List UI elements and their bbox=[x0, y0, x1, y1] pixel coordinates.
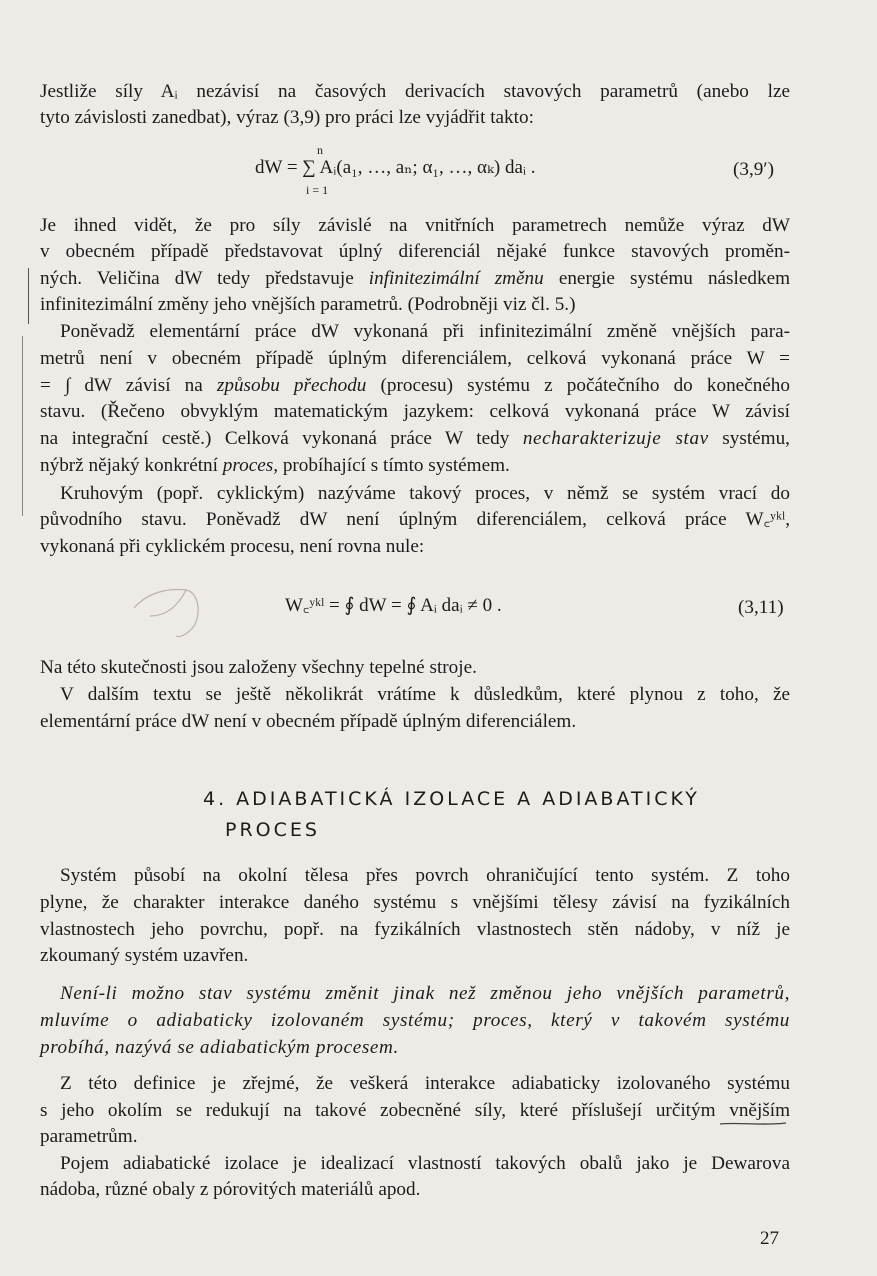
emphasis: proces, bbox=[222, 455, 279, 476]
page-number: 27 bbox=[760, 1228, 779, 1249]
text-line: = ∫ dW závisí na způsobu přechodu (procesu) systému z počátečního do konečného bbox=[40, 375, 790, 396]
text-line: původního stavu. Poněvadž dW není úplným diferenciálem, celková práce W꜀ʸᵏˡ, bbox=[40, 509, 790, 530]
definition-line: Není-li možno stav systému změnit jinak než změnou jeho vnějších parametrů, bbox=[60, 983, 790, 1004]
text-line: nýbrž nějaký konkrétní proces, probíhající s tímto systémem. bbox=[40, 455, 510, 476]
text-line: nádoba, různé obaly z pórovitých materiálů apod. bbox=[40, 1179, 421, 1200]
margin-mark bbox=[28, 268, 29, 324]
text-line: Z této definice je zřejmé, že veškerá interakce adiabaticky izolovaného systému bbox=[60, 1073, 790, 1094]
text-line: V dalším textu se ještě několikrát vrátíme k důsledkům, které plynou z toho, že bbox=[60, 684, 790, 705]
text-line: vykonaná při cyklickém procesu, není rovna nule: bbox=[40, 536, 425, 557]
equation-3-9-prime: dW = ∑ Aᵢ(a₁, …, aₙ; α₁, …, αₖ) daᵢ . bbox=[255, 157, 536, 178]
equation-3-11: W꜀ʸᵏˡ = ∮ dW = ∮ Aᵢ daᵢ ≠ 0 . bbox=[285, 595, 502, 616]
text-line: stavu. (Řečeno obvyklým matematickým jazykem: celková vykonaná práce W závisí bbox=[40, 401, 790, 422]
text-line: Jestliže síly Aᵢ nezávisí na časových derivacích stavových parametrů (anebo lze bbox=[40, 81, 790, 102]
text-line: infinitezimální změny jeho vnějších parametrů. (Podrobněji viz čl. 5.) bbox=[40, 294, 576, 315]
text-line: ných. Veličina dW tedy představuje infinitezimální změnu energie systému následkem bbox=[40, 268, 791, 289]
text-line: na integrační cestě.) Celková vykonaná práce W tedy necharakterizuje stav systému, bbox=[40, 428, 790, 449]
emphasis: způsobu přechodu bbox=[216, 375, 367, 396]
emphasis: necharakterizuje stav bbox=[522, 428, 709, 449]
equation-number: (3,11) bbox=[738, 597, 784, 618]
text-line: tyto závislosti zanedbat), výraz (3,9) pro práci lze vyjádřit takto: bbox=[40, 107, 534, 128]
section-heading: 4. ADIABATICKÁ IZOLACE A ADIABATICKÝ PROCES bbox=[203, 788, 700, 841]
text-line: Je ihned vidět, že pro síly závislé na vnitřních parametrech nemůže výraz dW bbox=[40, 215, 790, 236]
text-line: parametrům. bbox=[40, 1126, 138, 1147]
text-line: Poněvadž elementární práce dW vykonaná při infinitezimální změně vnějších para- bbox=[60, 321, 790, 342]
margin-sketch bbox=[128, 582, 228, 642]
text-line: plyne, že charakter interakce daného systému s vnějšími tělesy závisí na fyzikálních bbox=[40, 892, 790, 913]
text-line: vlastnostech jeho povrchu, popř. na fyzikálních vlastnostech stěn nádoby, v níž je bbox=[40, 919, 790, 940]
text-line: Kruhovým (popř. cyklickým) nazýváme takový proces, v němž se systém vrací do bbox=[60, 483, 790, 504]
text-line: Systém působí na okolní tělesa přes povrch ohraničující tento systém. Z toho bbox=[60, 865, 790, 886]
text-line: zkoumaný systém uzavřen. bbox=[40, 945, 249, 966]
emphasis: infinitezimální změnu bbox=[368, 268, 544, 289]
text-line: elementární práce dW není v obecném případě úplným diferenciálem. bbox=[40, 711, 577, 732]
sum-lower-limit: i = 1 bbox=[306, 183, 329, 197]
sum-upper-limit: n bbox=[317, 143, 323, 157]
text-line: Pojem adiabatické izolace je idealizací vlastností takových obalů jako je Dewarova bbox=[60, 1153, 790, 1174]
text-line: s jeho okolím se redukují na takové zobecněné síly, které příslušejí určitým vnějším bbox=[40, 1100, 790, 1121]
equation-number: (3,9′) bbox=[733, 159, 774, 180]
text-line: metrů není v obecném případě úplným diferenciálem, celková vykonaná práce W = bbox=[40, 348, 790, 369]
definition-line: probíhá, nazývá se adiabatickým procesem. bbox=[40, 1037, 399, 1058]
text-line: Na této skutečnosti jsou založeny všechny tepelné stroje. bbox=[40, 657, 477, 678]
definition-line: mluvíme o adiabaticky izolovaném systému; proces, který v takovém systému bbox=[40, 1010, 790, 1031]
text-line: v obecném případě představovat úplný diferenciál nějaké funkce stavových proměn- bbox=[40, 241, 790, 262]
margin-mark bbox=[22, 336, 23, 516]
